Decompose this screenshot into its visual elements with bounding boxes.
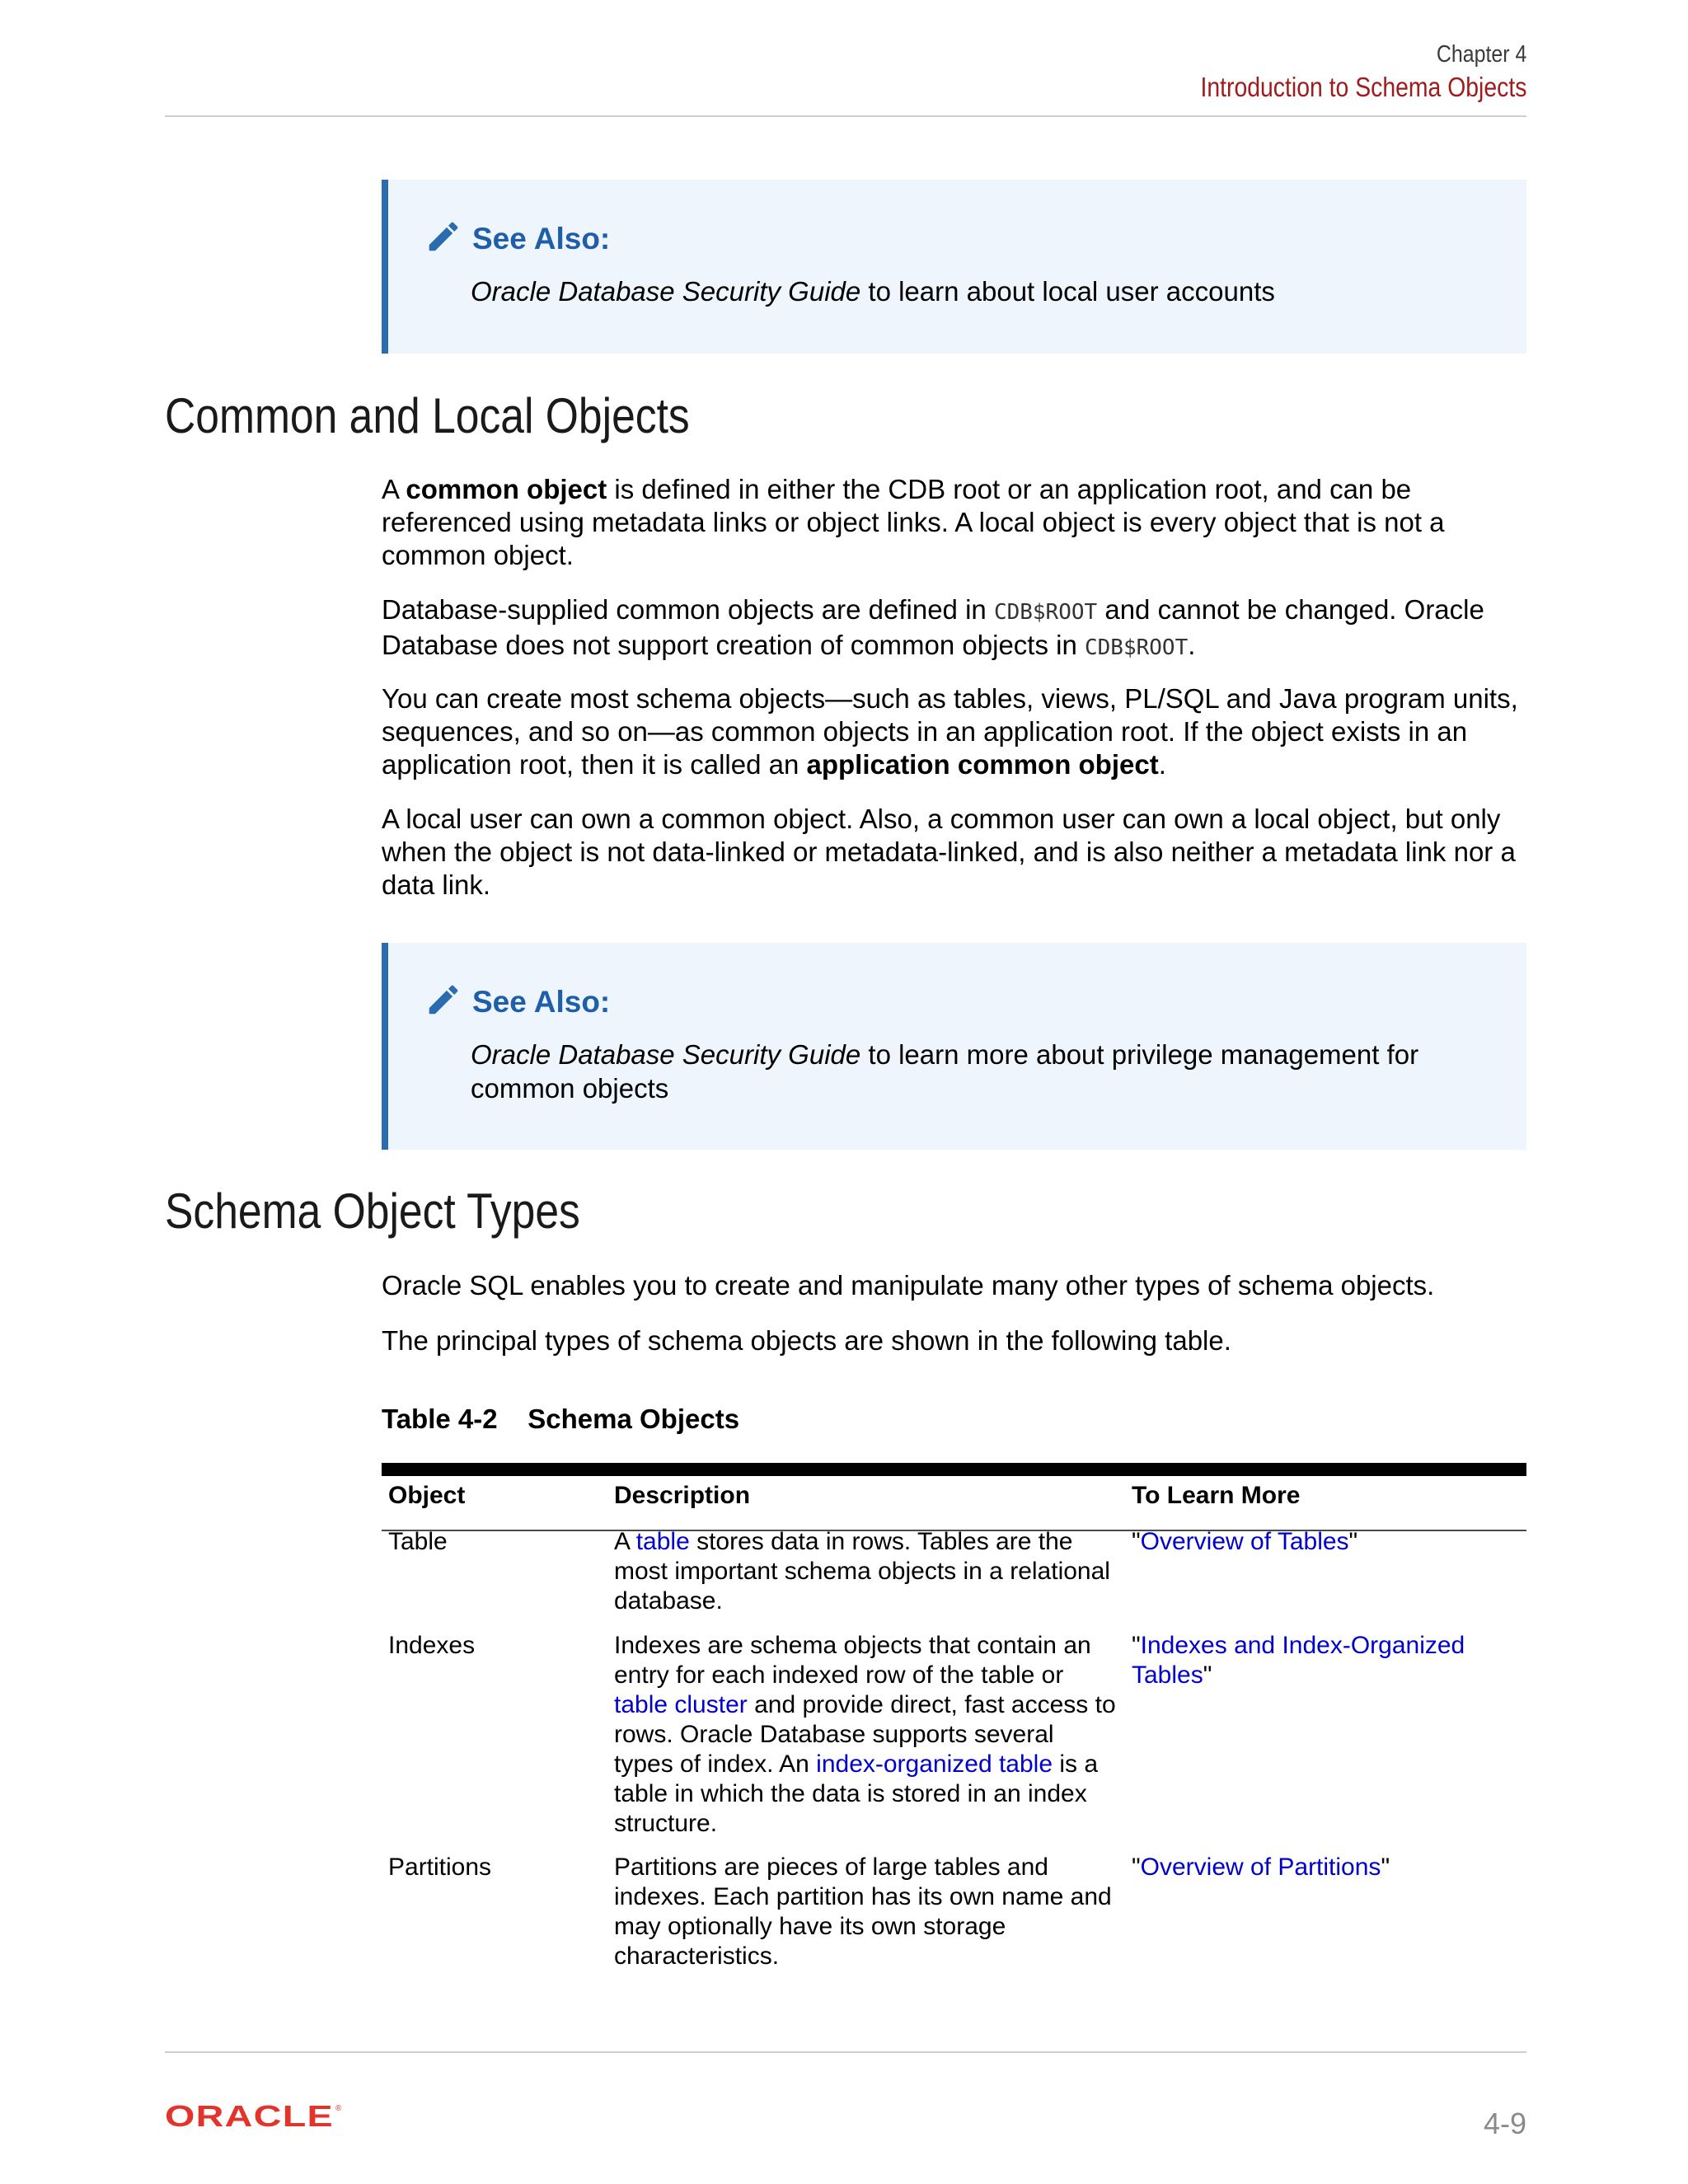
table-cell-learn-more: "Overview of Tables" <box>1132 1528 1358 1555</box>
see-also-box <box>382 943 1526 1150</box>
see-also-title: See Also: <box>472 221 611 255</box>
oracle-logo-mark <box>165 2102 348 2130</box>
header-divider <box>165 115 1526 117</box>
table-cell-description: Partitions are pieces of large tables and indexes. Each partition has its own name and may optionally have its own storage characteristics. <box>614 1854 1112 1970</box>
paragraph: Oracle SQL enables you to create and manipulate many other types of schema objects. <box>382 1270 1435 1301</box>
table-header-object: Object <box>388 1482 466 1509</box>
see-also-text: Oracle Database Security Guide to learn about local user accounts <box>471 276 1275 307</box>
table-cell-object: Table <box>388 1528 448 1555</box>
indexes-link[interactable]: Indexes and Index-Organized Tables <box>1132 1632 1465 1689</box>
overview-of-partitions-link[interactable]: Overview of Partitions <box>1140 1854 1381 1881</box>
paragraph: Database-supplied common objects are defined in CDB$ROOT and cannot be changed. Oracle Database does not support creation of common objects in CDB$ROOT. <box>382 594 1484 660</box>
table-top-border <box>382 1463 1526 1476</box>
table-header-description: Description <box>614 1482 751 1509</box>
see-also-header <box>424 218 610 260</box>
chapter-label: Chapter 4 <box>1436 41 1526 68</box>
chapter-title: Introduction to Schema Objects <box>1200 72 1526 102</box>
paragraph: A common object is defined in either the CDB root or an application root, and can be referenced using metadata links or object links. A local object is every object that is not a common object. <box>382 474 1445 570</box>
paragraph: The principal types of schema objects are shown in the following table. <box>382 1325 1231 1356</box>
page-number: 4-9 <box>1483 2107 1526 2140</box>
table-cell-description: A table stores data in rows. Tables are the most important schema objects in a relational database. <box>614 1528 1110 1615</box>
see-also-header <box>424 981 610 1023</box>
table-caption: Table 4-2 Schema Objects <box>382 1404 740 1434</box>
table-link[interactable]: table <box>635 1528 690 1555</box>
svg-text:ORACLE: ORACLE <box>165 2102 334 2130</box>
see-also-text: Oracle Database Security Guide to learn more about privilege management for common objects <box>471 1039 1419 1104</box>
table-cell-object: Indexes <box>388 1632 476 1659</box>
see-also-box <box>382 180 1526 354</box>
see-also-book-link[interactable]: Oracle Database Security Guide <box>471 1039 861 1070</box>
table-cell-learn-more: "Overview of Partitions" <box>1132 1854 1390 1881</box>
see-also-book-link[interactable]: Oracle Database Security Guide <box>471 276 861 307</box>
see-also-title: See Also: <box>472 984 611 1019</box>
index-organized-table-link[interactable]: index-organized table <box>816 1750 1053 1778</box>
table-cell-description: Indexes are schema objects that contain an entry for each indexed row of the table or table cluster and provide direct, fast access to rows. Oracle Database supports several types of index. An index-organized table is a table in which the data is stored in an index structure. <box>614 1632 1116 1837</box>
paragraph: You can create most schema objects—such as tables, views, PL/SQL and Java program units, sequences, and so on—as common objects in an application root. If the object exists in an application root, then it is called an application common object. <box>382 683 1518 780</box>
code-cdb-root: CDB$ROOT <box>1085 635 1189 660</box>
pencil-icon <box>424 218 462 260</box>
code-cdb-root: CDB$ROOT <box>993 600 1098 625</box>
table-cell-object: Partitions <box>388 1854 492 1881</box>
table-header-to-learn-more: To Learn More <box>1132 1482 1301 1509</box>
overview-of-tables-link[interactable]: Overview of Tables <box>1140 1528 1349 1555</box>
svg-text:®: ® <box>335 2104 342 2113</box>
table-cluster-link[interactable]: table cluster <box>614 1691 748 1718</box>
section-heading-schema-object-types: Schema Object Types <box>165 1183 580 1239</box>
pencil-icon <box>424 981 462 1023</box>
oracle-logo <box>165 2102 348 2134</box>
section-heading-common-local: Common and Local Objects <box>165 388 690 443</box>
paragraph: A local user can own a common object. Also, a common user can own a local object, but only when the object is not data-linked or metadata-linked, and is also neither a metadata link nor a data link. <box>382 804 1516 900</box>
footer-divider <box>165 2051 1526 2053</box>
table-cell-learn-more: "Indexes and Index-Organized Tables" <box>1132 1632 1465 1689</box>
